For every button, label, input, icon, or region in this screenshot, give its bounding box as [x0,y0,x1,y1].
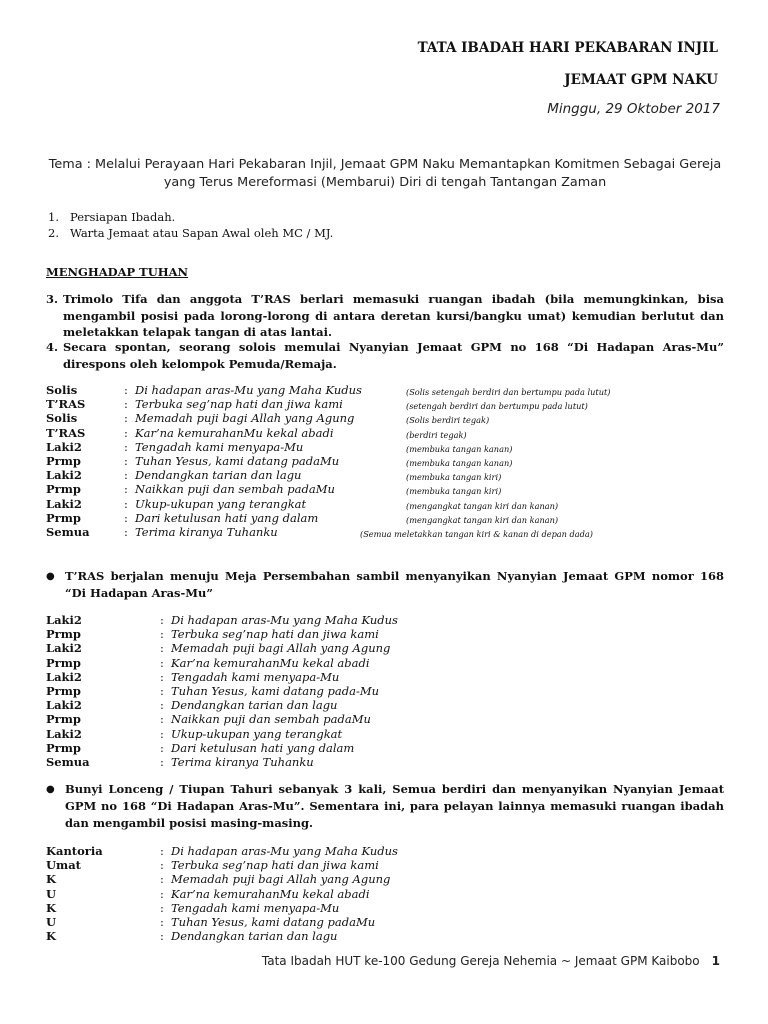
separator: : [124,411,128,426]
stage-direction: (berdiri tegak) [406,429,467,440]
lyric-row [46,482,736,496]
lyric-line: Kar’na kemurahanMu kekal abadi [171,655,370,670]
bullet-2 [46,781,724,832]
speaker-label: U [46,886,57,901]
stage-direction: (membuka tangan kanan) [406,457,513,468]
separator: : [160,740,164,755]
list-item [48,225,333,241]
step-3 [46,291,724,341]
lyric-row [46,511,736,525]
speaker-label: Laki2 [46,439,82,454]
section-heading: MENGHADAP TUHAN [46,265,189,279]
lyric-row [46,684,546,698]
separator: : [160,712,164,727]
lyric-row [46,497,736,511]
lyric-line: Dari ketulusan hati yang dalam [135,510,319,525]
lyric-line: Tuhan Yesus, kami datang padaMu [171,914,376,929]
separator: : [124,468,128,483]
lyric-row [46,468,736,482]
separator: : [124,453,128,468]
step-number: 4. [46,340,59,354]
separator: : [160,669,164,684]
speaker-label: Laki2 [46,613,82,627]
separator: : [160,698,164,713]
lyric-line: Di hadapan aras-Mu yang Maha Kudus [135,383,362,397]
lyric-row [46,440,736,454]
stage-direction: (mengangkat tangan kiri dan kanan) [406,500,559,511]
speaker-label: Prmp [46,627,81,642]
separator: : [124,439,128,454]
speaker-label: Laki2 [46,496,82,511]
lyric-row [46,383,736,397]
bullet-text: T’RAS berjalan menuju Meja Persembahan sambil menyanyikan Nyanyian Jemaat GPM nomor 168 “Di Hadapan Aras-Mu” [65,569,724,600]
intro-list [48,209,333,241]
list-item [48,209,333,225]
speaker-label: Laki2 [46,468,82,483]
speaker-label: Prmp [46,482,81,497]
speaker-label: Laki2 [46,641,82,656]
speaker-label: Laki2 [46,698,82,713]
lyric-row [46,872,546,886]
lyric-row [46,698,546,712]
lyric-line: Dendangkan tarian dan lagu [171,698,338,713]
separator: : [124,524,128,539]
lyrics-block-3 [46,844,546,943]
lyric-line: Memadah puji bagi Allah yang Agung [171,872,391,887]
separator: : [160,627,164,642]
lyric-line: Terbuka seg’nap hati dan jiwa kami [171,627,379,642]
lyric-line: Naikkan puji dan sembah padaMu [135,482,335,497]
stage-direction: (membuka tangan kanan) [406,443,513,454]
speaker-label: U [46,914,57,929]
service-date: Minggu, 29 Oktober 2017 [547,101,720,117]
lyric-row [46,712,546,726]
lyric-row [46,929,546,943]
lyric-row [46,887,546,901]
speaker-label: Solis [46,383,78,397]
lyric-row [46,627,546,641]
item-text: Persiapan Ibadah. [70,210,176,224]
lyric-line: Dari ketulusan hati yang dalam [171,740,355,755]
lyric-line: Tengadah kami menyapa-Mu [171,669,340,684]
separator: : [160,655,164,670]
speaker-label: K [46,929,56,944]
lyric-line: Tuhan Yesus, kami datang padaMu [135,453,340,468]
speaker-label: Prmp [46,740,81,755]
item-text: Warta Jemaat atau Sapan Awal oleh MC / MJ. [70,226,334,240]
lyric-row [46,641,546,655]
lyrics-block-1 [46,383,736,539]
lyric-line: Ukup-ukupan yang terangkat [171,726,343,741]
separator: : [124,383,128,397]
lyric-line: Kar’na kemurahanMu kekal abadi [171,886,370,901]
step-text: Trimolo Tifa dan anggota T’RAS berlari memasuki ruangan ibadah (bila memungkinkan, bisa mengambil posisi pada lorong-lorong di antara deretan kursi/bangku umat) kemudian berlutut dan meletakkan telapak tangan di atas lantai. [63,292,724,339]
lyric-line: Memadah puji bagi Allah yang Agung [171,641,391,656]
lyric-line: Di hadapan aras-Mu yang Maha Kudus [171,844,398,858]
stage-direction: (membuka tangan kiri) [406,486,502,497]
stage-direction: (membuka tangan kiri) [406,472,502,483]
lyric-line: Terima kiranya Tuhanku [171,754,314,769]
step-4 [46,339,724,372]
lyric-line: Tengadah kami menyapa-Mu [171,900,340,915]
separator: : [160,886,164,901]
stage-direction: (setengah berdiri dan bertumpu pada lutut) [406,401,588,412]
bullet-text: Bunyi Lonceng / Tiupan Tahuri sebanyak 3 kali, Semua berdiri dan menyanyikan Nyanyian Jemaat GPM no 168 “Di Hadapan Aras-Mu”. Sementara ini, para pelayan lainnya memasuki ruangan ibadah dan mengambil posisi masing-masing. [65,782,724,830]
lyric-line: Ukup-ukupan yang terangkat [135,496,307,511]
item-number: 2. [48,226,59,240]
separator: : [160,872,164,887]
item-number: 1. [48,210,59,224]
separator: : [124,510,128,525]
separator: : [160,929,164,944]
lyric-line: Kar’na kemurahanMu kekal abadi [135,425,334,440]
speaker-label: Prmp [46,712,81,727]
lyric-row [46,613,546,627]
separator: : [160,754,164,769]
lyric-row [46,727,546,741]
lyric-row [46,411,736,425]
separator: : [124,482,128,497]
lyric-line: Terbuka seg’nap hati dan jiwa kami [171,858,379,873]
speaker-label: Solis [46,411,78,426]
bullet-icon: ● [46,784,55,795]
separator: : [160,914,164,929]
stage-direction: (Solis berdiri tegak) [406,415,490,426]
lyric-row [46,844,546,858]
separator: : [160,900,164,915]
lyric-row [46,915,546,929]
speaker-label: T’RAS [46,425,86,440]
speaker-label: K [46,900,56,915]
speaker-label: Laki2 [46,669,82,684]
speaker-label: Kantoria [46,844,103,858]
lyric-line: Tengadah kami menyapa-Mu [135,439,304,454]
stage-direction: (Solis setengah berdiri dan bertumpu pada lutut) [406,387,611,397]
theme-text: Tema : Melalui Perayaan Hari Pekabaran Injil, Jemaat GPM Naku Memantapkan Komitmen Sebagai Gereja yang Terus Mereformasi (Membarui) Diri di tengah Tantangan Zaman [48,157,722,190]
separator: : [124,496,128,511]
lyric-row [46,901,546,915]
bullet-icon: ● [46,571,55,582]
page-footer [262,954,720,968]
lyric-line: Dendangkan tarian dan lagu [171,929,338,944]
speaker-label: Prmp [46,453,81,468]
speaker-label: Prmp [46,510,81,525]
separator: : [160,844,164,858]
bullet-1 [46,568,724,602]
lyrics-block-2 [46,613,546,769]
step-number: 3. [46,292,59,306]
lyric-line: Naikkan puji dan sembah padaMu [171,712,371,727]
speaker-label: Prmp [46,655,81,670]
stage-direction: (mengangkat tangan kiri dan kanan) [406,514,559,525]
lyric-row [46,858,546,872]
lyric-line: Memadah puji bagi Allah yang Agung [135,411,355,426]
lyric-line: Di hadapan aras-Mu yang Maha Kudus [171,613,398,627]
speaker-label: Semua [46,524,90,539]
speaker-label: K [46,872,56,887]
speaker-label: Semua [46,754,90,769]
speaker-label: Umat [46,858,81,873]
lyric-row [46,454,736,468]
page-number: 1 [711,954,720,968]
separator: : [124,397,128,412]
separator: : [160,641,164,656]
lyric-line: Terima kiranya Tuhanku [135,524,278,539]
lyric-line: Tuhan Yesus, kami datang pada-Mu [171,683,380,698]
lyric-row [46,755,546,769]
separator: : [160,613,164,627]
lyric-line: Dendangkan tarian dan lagu [135,468,302,483]
speaker-label: Laki2 [46,726,82,741]
lyric-row [46,670,546,684]
lyric-row [46,656,546,670]
lyric-row [46,741,546,755]
separator: : [124,425,128,440]
separator: : [160,726,164,741]
lyric-line: Terbuka seg’nap hati dan jiwa kami [135,397,343,412]
congregation-title: JEMAAT GPM NAKU [564,72,718,88]
lyric-row [46,426,736,440]
lyric-row [46,525,736,539]
lyric-row [46,397,736,411]
separator: : [160,683,164,698]
separator: : [160,858,164,873]
speaker-label: T’RAS [46,397,86,412]
footer-text: Tata Ibadah HUT ke-100 Gedung Gereja Nehemia ~ Jemaat GPM Kaibobo [261,954,700,968]
stage-direction: (Semua meletakkan tangan kiri & kanan di depan dada) [360,528,593,539]
document-title: TATA IBADAH HARI PEKABARAN INJIL [417,40,718,56]
speaker-label: Prmp [46,683,81,698]
step-text: Secara spontan, seorang solois memulai Nyanyian Jemaat GPM no 168 “Di Hadapan Aras-Mu” direspons oleh kelompok Pemuda/Remaja. [63,340,724,371]
